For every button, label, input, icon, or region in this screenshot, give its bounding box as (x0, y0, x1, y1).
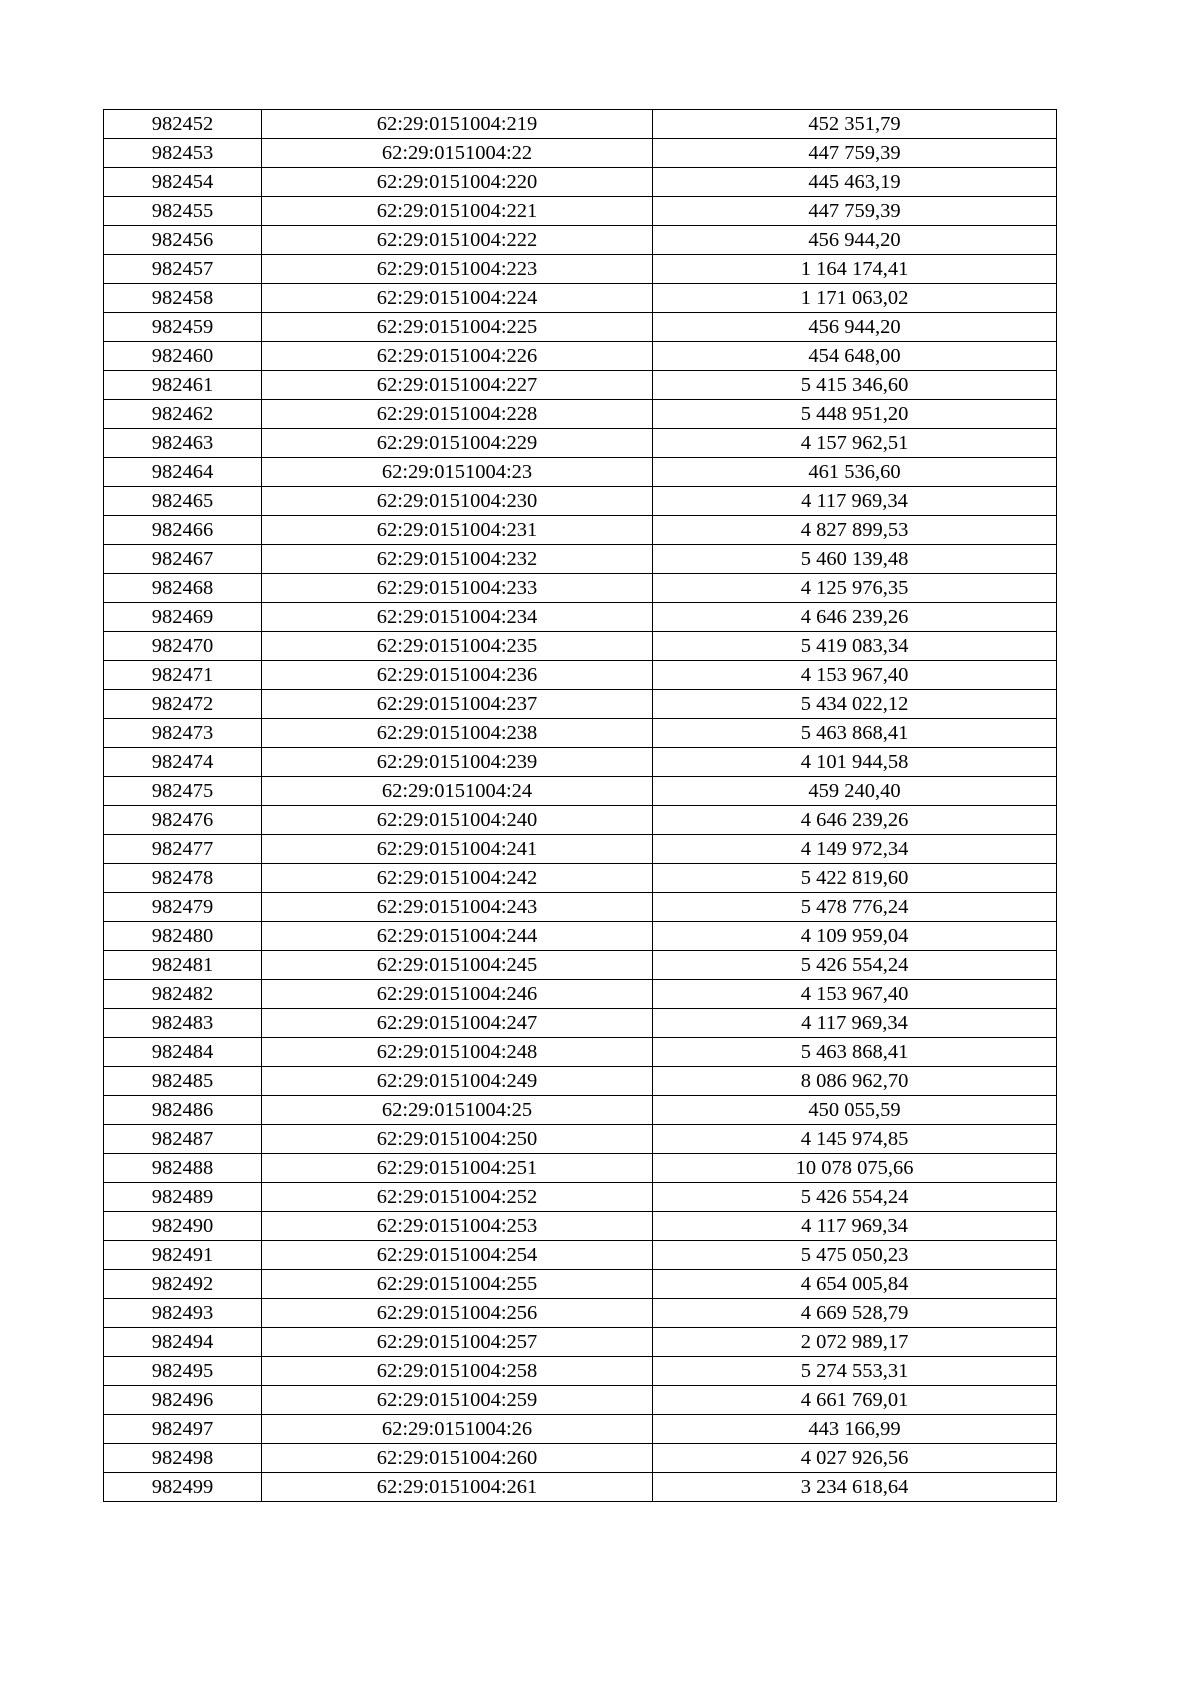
row-number-cell: 982459 (104, 313, 262, 342)
cadastral-number-cell: 62:29:0151004:237 (262, 690, 653, 719)
cadastral-number-cell: 62:29:0151004:25 (262, 1096, 653, 1125)
table-row (104, 1444, 1057, 1473)
cadastral-value-cell: 4 654 005,84 (653, 1270, 1057, 1299)
row-number-cell: 982452 (104, 110, 262, 139)
row-number-cell: 982492 (104, 1270, 262, 1299)
cadastral-number-cell: 62:29:0151004:232 (262, 545, 653, 574)
table-row (104, 1067, 1057, 1096)
cadastral-value-cell: 4 153 967,40 (653, 980, 1057, 1009)
cadastral-number-cell: 62:29:0151004:221 (262, 197, 653, 226)
cadastral-number-cell: 62:29:0151004:220 (262, 168, 653, 197)
table-row (104, 1125, 1057, 1154)
cadastral-value-cell: 452 351,79 (653, 110, 1057, 139)
table-row (104, 110, 1057, 139)
cadastral-number-cell: 62:29:0151004:239 (262, 748, 653, 777)
cadastral-value-cell: 445 463,19 (653, 168, 1057, 197)
table-row (104, 806, 1057, 835)
cadastral-value-cell: 5 419 083,34 (653, 632, 1057, 661)
table-row (104, 1096, 1057, 1125)
row-number-cell: 982456 (104, 226, 262, 255)
cadastral-number-cell: 62:29:0151004:241 (262, 835, 653, 864)
table-row (104, 1386, 1057, 1415)
cadastral-value-cell: 456 944,20 (653, 226, 1057, 255)
cadastral-number-cell: 62:29:0151004:260 (262, 1444, 653, 1473)
cadastral-value-table (103, 109, 1057, 1502)
table-row (104, 1009, 1057, 1038)
cadastral-number-cell: 62:29:0151004:257 (262, 1328, 653, 1357)
cadastral-value-cell: 456 944,20 (653, 313, 1057, 342)
row-number-cell: 982466 (104, 516, 262, 545)
table-row (104, 1357, 1057, 1386)
cadastral-number-cell: 62:29:0151004:233 (262, 574, 653, 603)
cadastral-value-cell: 4 117 969,34 (653, 1212, 1057, 1241)
table-row (104, 545, 1057, 574)
cadastral-value-cell: 1 171 063,02 (653, 284, 1057, 313)
table-row (104, 690, 1057, 719)
row-number-cell: 982484 (104, 1038, 262, 1067)
cadastral-number-cell: 62:29:0151004:240 (262, 806, 653, 835)
cadastral-number-cell: 62:29:0151004:230 (262, 487, 653, 516)
row-number-cell: 982487 (104, 1125, 262, 1154)
row-number-cell: 982491 (104, 1241, 262, 1270)
table-row (104, 1270, 1057, 1299)
table-row (104, 661, 1057, 690)
row-number-cell: 982490 (104, 1212, 262, 1241)
cadastral-value-cell: 5 422 819,60 (653, 864, 1057, 893)
cadastral-number-cell: 62:29:0151004:246 (262, 980, 653, 1009)
cadastral-number-cell: 62:29:0151004:238 (262, 719, 653, 748)
table-row (104, 603, 1057, 632)
row-number-cell: 982499 (104, 1473, 262, 1502)
cadastral-value-cell: 4 827 899,53 (653, 516, 1057, 545)
row-number-cell: 982482 (104, 980, 262, 1009)
cadastral-number-cell: 62:29:0151004:225 (262, 313, 653, 342)
row-number-cell: 982460 (104, 342, 262, 371)
cadastral-value-cell: 447 759,39 (653, 197, 1057, 226)
table-row (104, 893, 1057, 922)
table-body (104, 110, 1057, 1502)
row-number-cell: 982496 (104, 1386, 262, 1415)
row-number-cell: 982470 (104, 632, 262, 661)
cadastral-value-cell: 5 478 776,24 (653, 893, 1057, 922)
cadastral-value-cell: 450 055,59 (653, 1096, 1057, 1125)
cadastral-value-cell: 8 086 962,70 (653, 1067, 1057, 1096)
cadastral-value-cell: 5 475 050,23 (653, 1241, 1057, 1270)
row-number-cell: 982468 (104, 574, 262, 603)
table-row (104, 400, 1057, 429)
table-row (104, 139, 1057, 168)
row-number-cell: 982467 (104, 545, 262, 574)
cadastral-number-cell: 62:29:0151004:229 (262, 429, 653, 458)
table-row (104, 1299, 1057, 1328)
cadastral-number-cell: 62:29:0151004:253 (262, 1212, 653, 1241)
table-row (104, 197, 1057, 226)
table-row (104, 284, 1057, 313)
row-number-cell: 982488 (104, 1154, 262, 1183)
cadastral-value-cell: 4 027 926,56 (653, 1444, 1057, 1473)
cadastral-value-cell: 5 274 553,31 (653, 1357, 1057, 1386)
row-number-cell: 982453 (104, 139, 262, 168)
row-number-cell: 982498 (104, 1444, 262, 1473)
row-number-cell: 982469 (104, 603, 262, 632)
table-row (104, 574, 1057, 603)
row-number-cell: 982463 (104, 429, 262, 458)
cadastral-number-cell: 62:29:0151004:226 (262, 342, 653, 371)
table-row (104, 168, 1057, 197)
cadastral-number-cell: 62:29:0151004:258 (262, 1357, 653, 1386)
table-row (104, 458, 1057, 487)
cadastral-value-cell: 5 460 139,48 (653, 545, 1057, 574)
cadastral-number-cell: 62:29:0151004:249 (262, 1067, 653, 1096)
cadastral-number-cell: 62:29:0151004:250 (262, 1125, 653, 1154)
table-row (104, 1038, 1057, 1067)
row-number-cell: 982454 (104, 168, 262, 197)
cadastral-value-cell: 4 109 959,04 (653, 922, 1057, 951)
row-number-cell: 982497 (104, 1415, 262, 1444)
table-row (104, 516, 1057, 545)
table-row (104, 371, 1057, 400)
row-number-cell: 982493 (104, 1299, 262, 1328)
table-row (104, 1183, 1057, 1212)
row-number-cell: 982461 (104, 371, 262, 400)
row-number-cell: 982458 (104, 284, 262, 313)
cadastral-value-cell: 1 164 174,41 (653, 255, 1057, 284)
row-number-cell: 982455 (104, 197, 262, 226)
table-row (104, 951, 1057, 980)
cadastral-number-cell: 62:29:0151004:231 (262, 516, 653, 545)
table-row (104, 1328, 1057, 1357)
table-row (104, 980, 1057, 1009)
cadastral-value-cell: 447 759,39 (653, 139, 1057, 168)
row-number-cell: 982464 (104, 458, 262, 487)
cadastral-value-cell: 10 078 075,66 (653, 1154, 1057, 1183)
cadastral-number-cell: 62:29:0151004:24 (262, 777, 653, 806)
row-number-cell: 982480 (104, 922, 262, 951)
cadastral-value-cell: 2 072 989,17 (653, 1328, 1057, 1357)
table-row (104, 922, 1057, 951)
row-number-cell: 982472 (104, 690, 262, 719)
table-row (104, 835, 1057, 864)
row-number-cell: 982485 (104, 1067, 262, 1096)
row-number-cell: 982479 (104, 893, 262, 922)
cadastral-number-cell: 62:29:0151004:224 (262, 284, 653, 313)
cadastral-value-cell: 5 434 022,12 (653, 690, 1057, 719)
row-number-cell: 982477 (104, 835, 262, 864)
row-number-cell: 982495 (104, 1357, 262, 1386)
row-number-cell: 982489 (104, 1183, 262, 1212)
cadastral-value-cell: 4 661 769,01 (653, 1386, 1057, 1415)
cadastral-value-cell: 4 149 972,34 (653, 835, 1057, 864)
cadastral-value-cell: 4 669 528,79 (653, 1299, 1057, 1328)
table-row (104, 1241, 1057, 1270)
table-row (104, 632, 1057, 661)
table-row (104, 719, 1057, 748)
cadastral-number-cell: 62:29:0151004:22 (262, 139, 653, 168)
cadastral-number-cell: 62:29:0151004:261 (262, 1473, 653, 1502)
cadastral-value-cell: 4 101 944,58 (653, 748, 1057, 777)
table-row (104, 487, 1057, 516)
cadastral-number-cell: 62:29:0151004:245 (262, 951, 653, 980)
cadastral-value-cell: 459 240,40 (653, 777, 1057, 806)
cadastral-number-cell: 62:29:0151004:256 (262, 1299, 653, 1328)
row-number-cell: 982473 (104, 719, 262, 748)
cadastral-value-cell: 4 646 239,26 (653, 603, 1057, 632)
table-row (104, 777, 1057, 806)
row-number-cell: 982474 (104, 748, 262, 777)
cadastral-value-cell: 5 448 951,20 (653, 400, 1057, 429)
cadastral-value-cell: 443 166,99 (653, 1415, 1057, 1444)
cadastral-value-cell: 5 415 346,60 (653, 371, 1057, 400)
cadastral-number-cell: 62:29:0151004:247 (262, 1009, 653, 1038)
cadastral-number-cell: 62:29:0151004:222 (262, 226, 653, 255)
table-row (104, 864, 1057, 893)
row-number-cell: 982483 (104, 1009, 262, 1038)
table-row (104, 226, 1057, 255)
cadastral-number-cell: 62:29:0151004:254 (262, 1241, 653, 1270)
table-row (104, 1154, 1057, 1183)
row-number-cell: 982462 (104, 400, 262, 429)
cadastral-number-cell: 62:29:0151004:23 (262, 458, 653, 487)
cadastral-value-cell: 4 646 239,26 (653, 806, 1057, 835)
cadastral-value-cell: 4 117 969,34 (653, 487, 1057, 516)
cadastral-number-cell: 62:29:0151004:252 (262, 1183, 653, 1212)
cadastral-number-cell: 62:29:0151004:243 (262, 893, 653, 922)
cadastral-number-cell: 62:29:0151004:227 (262, 371, 653, 400)
table-row (104, 1415, 1057, 1444)
cadastral-number-cell: 62:29:0151004:219 (262, 110, 653, 139)
cadastral-value-cell: 5 426 554,24 (653, 1183, 1057, 1212)
cadastral-value-cell: 4 153 967,40 (653, 661, 1057, 690)
cadastral-value-cell: 5 463 868,41 (653, 1038, 1057, 1067)
row-number-cell: 982475 (104, 777, 262, 806)
cadastral-number-cell: 62:29:0151004:259 (262, 1386, 653, 1415)
cadastral-value-cell: 4 157 962,51 (653, 429, 1057, 458)
row-number-cell: 982486 (104, 1096, 262, 1125)
cadastral-value-cell: 5 426 554,24 (653, 951, 1057, 980)
table-row (104, 1212, 1057, 1241)
table-row (104, 1473, 1057, 1502)
cadastral-value-cell: 3 234 618,64 (653, 1473, 1057, 1502)
table-row (104, 429, 1057, 458)
cadastral-value-cell: 4 117 969,34 (653, 1009, 1057, 1038)
cadastral-value-cell: 5 463 868,41 (653, 719, 1057, 748)
cadastral-number-cell: 62:29:0151004:244 (262, 922, 653, 951)
row-number-cell: 982481 (104, 951, 262, 980)
row-number-cell: 982465 (104, 487, 262, 516)
row-number-cell: 982478 (104, 864, 262, 893)
cadastral-number-cell: 62:29:0151004:255 (262, 1270, 653, 1299)
table-row (104, 342, 1057, 371)
cadastral-value-cell: 461 536,60 (653, 458, 1057, 487)
cadastral-number-cell: 62:29:0151004:234 (262, 603, 653, 632)
cadastral-number-cell: 62:29:0151004:228 (262, 400, 653, 429)
cadastral-number-cell: 62:29:0151004:235 (262, 632, 653, 661)
cadastral-value-cell: 4 125 976,35 (653, 574, 1057, 603)
cadastral-number-cell: 62:29:0151004:242 (262, 864, 653, 893)
cadastral-value-cell: 454 648,00 (653, 342, 1057, 371)
row-number-cell: 982457 (104, 255, 262, 284)
cadastral-number-cell: 62:29:0151004:236 (262, 661, 653, 690)
row-number-cell: 982471 (104, 661, 262, 690)
row-number-cell: 982494 (104, 1328, 262, 1357)
cadastral-number-cell: 62:29:0151004:223 (262, 255, 653, 284)
table-row (104, 255, 1057, 284)
cadastral-number-cell: 62:29:0151004:26 (262, 1415, 653, 1444)
cadastral-number-cell: 62:29:0151004:251 (262, 1154, 653, 1183)
table-row (104, 748, 1057, 777)
table-row (104, 313, 1057, 342)
cadastral-number-cell: 62:29:0151004:248 (262, 1038, 653, 1067)
row-number-cell: 982476 (104, 806, 262, 835)
cadastral-value-cell: 4 145 974,85 (653, 1125, 1057, 1154)
